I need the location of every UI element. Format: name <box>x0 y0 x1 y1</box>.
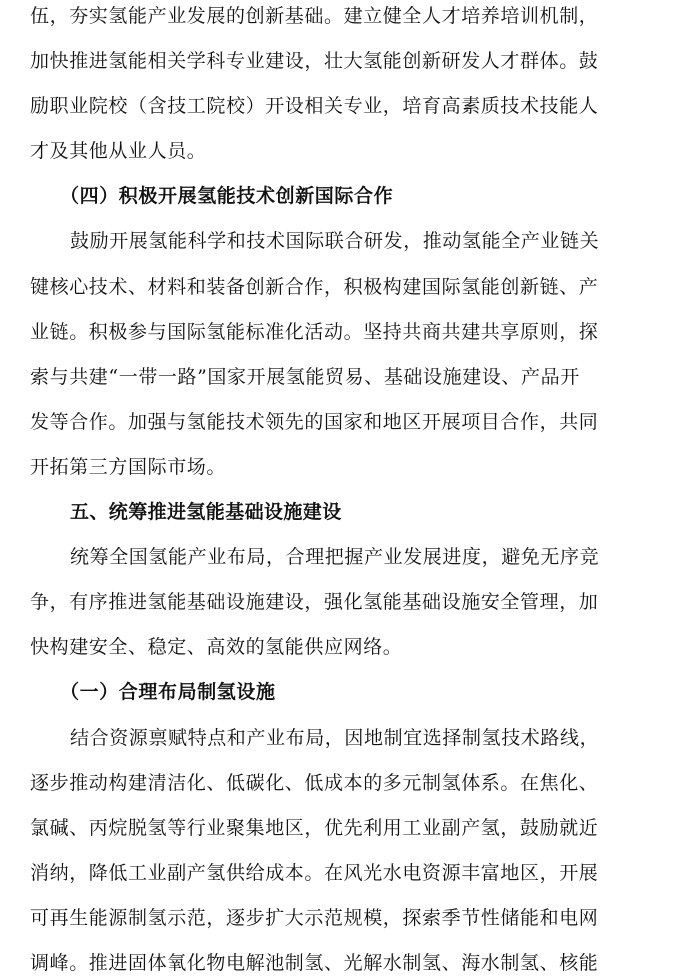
section-heading: 五、统筹推进氢能基础设施建设 <box>70 501 342 523</box>
paragraph-line: 开拓第三方国际市场。 <box>30 456 227 478</box>
paragraph-line: 才及其他从业人员。 <box>30 140 207 162</box>
paragraph-line: 可再生能源制氢示范，逐步扩大示范规模，探索季节性储能和电网 <box>30 907 599 929</box>
paragraph-line: 结合资源禀赋特点和产业布局，因地制宜选择制氢技术路线， <box>70 727 600 749</box>
paragraph-line: 逐步推动构建清洁化、低碳化、低成本的多元制氢体系。在焦化、 <box>30 772 599 794</box>
paragraph-line: 业链。积极参与国际氢能标准化活动。坚持共商共建共享原则，探 <box>30 321 599 343</box>
section-subheading: （一）合理布局制氢设施 <box>60 681 276 703</box>
paragraph-line: 快构建安全、稳定、高效的氢能供应网络。 <box>30 636 403 658</box>
paragraph-line: 发等合作。加强与氢能技术领先的国家和地区开展项目合作，共同 <box>30 411 599 433</box>
paragraph-line: 索与共建“一带一路”国家开展氢能贸易、基础设施建设、产品开 <box>30 366 580 388</box>
paragraph-line: 伍，夯实氢能产业发展的创新基础。建立健全人才培养培训机制， <box>30 5 599 27</box>
paragraph-line: 加快推进氢能相关学科专业建设，壮大氢能创新研发人才群体。鼓 <box>30 50 599 72</box>
paragraph-line: 统筹全国氢能产业布局，合理把握产业发展进度，避免无序竞 <box>70 546 600 568</box>
paragraph-line: 励职业院校（含技工院校）开设相关专业，培育高素质技术技能人 <box>30 95 599 117</box>
paragraph-line: 调峰。推进固体氧化物电解池制氢、光解水制氢、海水制氢、核能 <box>30 952 599 974</box>
section-subheading: （四）积极开展氢能技术创新国际合作 <box>60 185 394 207</box>
paragraph-line: 氯碱、丙烷脱氢等行业聚集地区，优先利用工业副产氢，鼓励就近 <box>30 817 599 839</box>
paragraph-line: 争，有序推进氢能基础设施建设，强化氢能基础设施安全管理，加 <box>30 591 599 613</box>
paragraph-line: 鼓励开展氢能科学和技术国际联合研发，推动氢能全产业链关 <box>70 230 600 252</box>
paragraph-line: 键核心技术、材料和装备创新合作，积极构建国际氢能创新链、产 <box>30 276 599 298</box>
paragraph-line: 消纳，降低工业副产氢供给成本。在风光水电资源丰富地区，开展 <box>30 862 599 884</box>
